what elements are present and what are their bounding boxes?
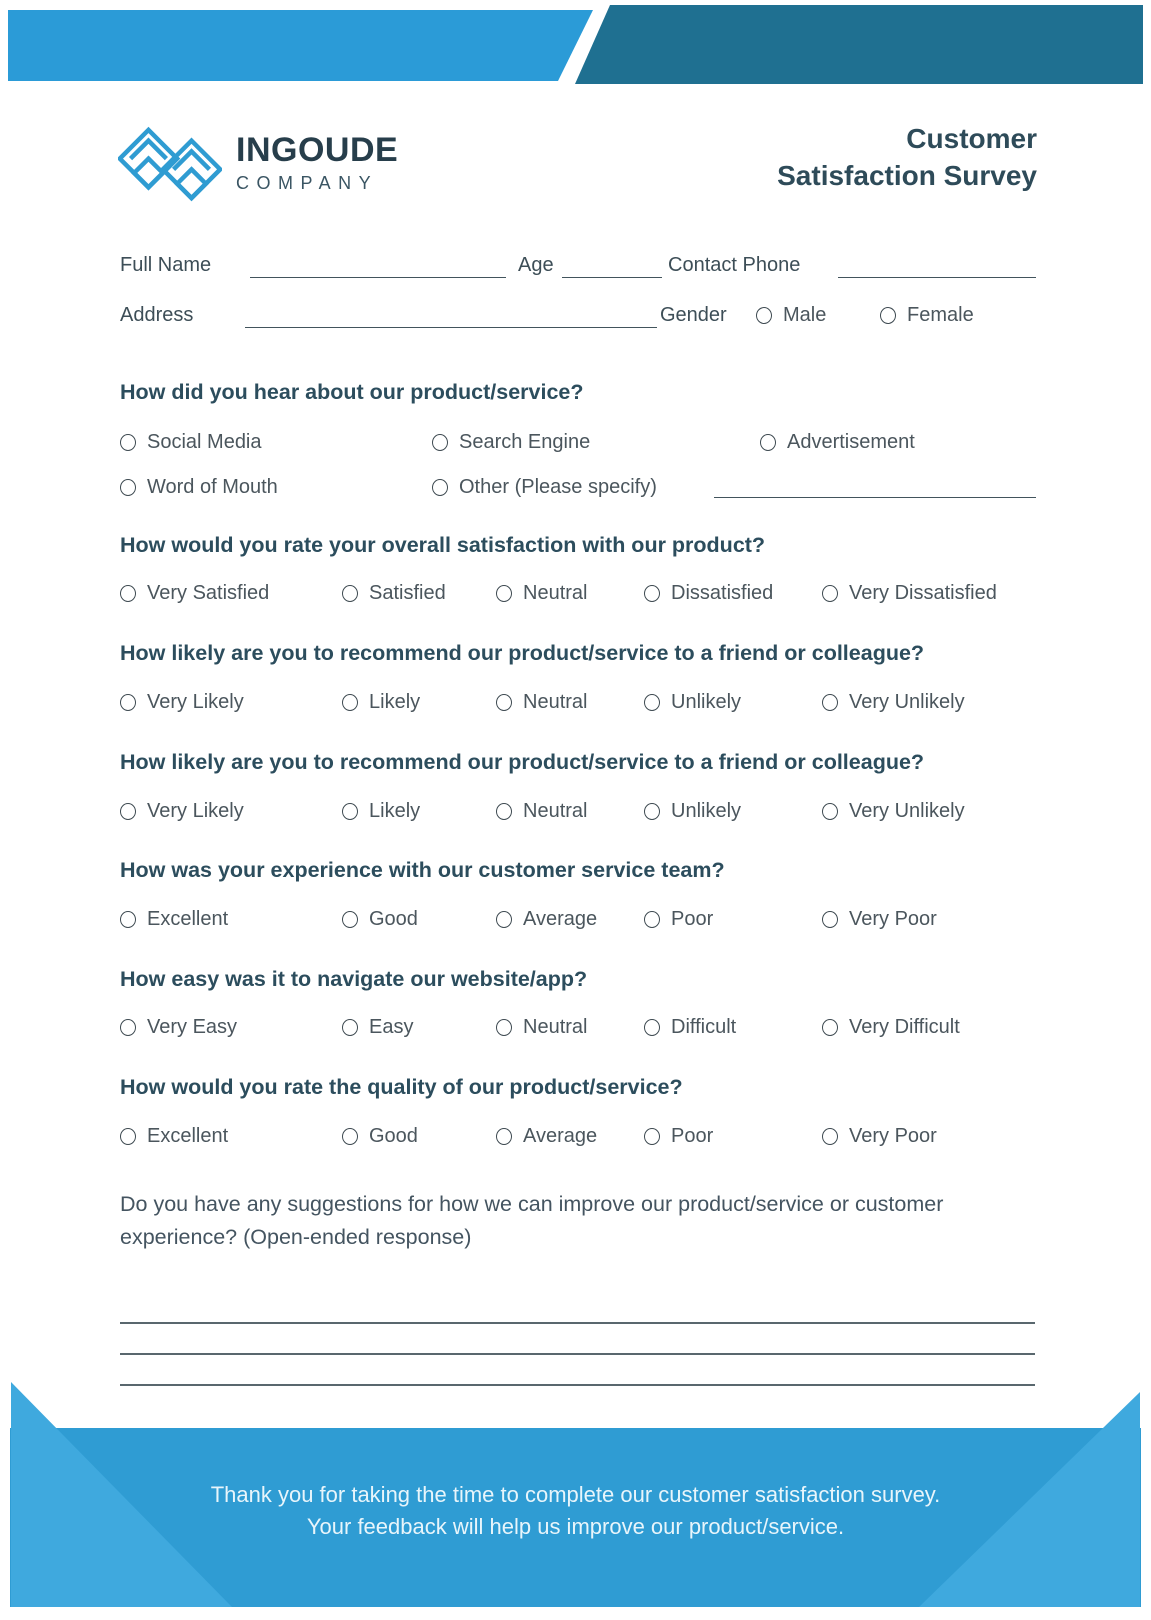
- radio-button[interactable]: [496, 1128, 512, 1145]
- option-label: Advertisement: [787, 431, 915, 453]
- radio-button[interactable]: [496, 911, 512, 928]
- option-unlikely: [644, 797, 741, 825]
- radio-button[interactable]: [644, 911, 660, 928]
- interlocked-diamonds-icon: [118, 124, 222, 204]
- option-very-difficult: [822, 1013, 960, 1041]
- radio-button[interactable]: [496, 585, 512, 602]
- option-very-dissatisfied: [822, 579, 997, 607]
- option-label: Very Unlikely: [849, 800, 965, 822]
- radio-button[interactable]: [644, 1128, 660, 1145]
- question-7-options: [120, 1122, 1050, 1152]
- option-word-of-mouth: [120, 473, 278, 501]
- page-title-line1: Customer: [906, 123, 1037, 154]
- option-label: Poor: [671, 908, 714, 930]
- option-very-satisfied: [120, 579, 269, 607]
- answer-line-1[interactable]: [120, 1300, 1035, 1324]
- male-radio-button[interactable]: [756, 307, 772, 324]
- radio-button[interactable]: [342, 803, 358, 820]
- option-very-unlikely: [822, 688, 965, 716]
- radio-button[interactable]: [496, 1019, 512, 1036]
- question-5-label: How was your experience with our customer service team?: [120, 858, 725, 882]
- question-1-label: How did you hear about our product/service?: [120, 380, 584, 404]
- question-6-label: How easy was it to navigate our website/app?: [120, 967, 588, 991]
- radio-button[interactable]: [342, 1128, 358, 1145]
- question-5-options: [120, 905, 1050, 935]
- option-very-likely: [120, 797, 244, 825]
- option-label: Easy: [369, 1016, 414, 1038]
- radio-button[interactable]: [120, 479, 136, 496]
- option-label: Good: [369, 908, 418, 930]
- open-question-prompt: Do you have any suggestions for how we can improve our product/service or customer experience? (Open-ended response): [120, 1192, 944, 1249]
- option-neutral: [496, 579, 587, 607]
- option-label: Neutral: [523, 1016, 588, 1038]
- option-poor: [644, 905, 713, 933]
- radio-button[interactable]: [822, 1019, 838, 1036]
- question-1-options-row-1: [120, 428, 1050, 458]
- option-label: Other (Please specify): [459, 476, 657, 498]
- option-average: [496, 1122, 597, 1150]
- logo-name: INGOUDE: [236, 131, 399, 169]
- option-label: Neutral: [523, 800, 588, 822]
- question-3-label: How likely are you to recommend our product/service to a friend or colleague?: [120, 641, 925, 665]
- option-likely: [342, 797, 420, 825]
- option-label: Very Likely: [147, 800, 244, 822]
- option-very-poor: [822, 1122, 937, 1150]
- radio-button[interactable]: [342, 694, 358, 711]
- radio-button[interactable]: [120, 1128, 136, 1145]
- option-good: [342, 1122, 418, 1150]
- radio-button[interactable]: [822, 585, 838, 602]
- option-very-unlikely: [822, 797, 965, 825]
- radio-button[interactable]: [822, 803, 838, 820]
- option-label: Average: [523, 1125, 598, 1147]
- female-radio-button[interactable]: [880, 307, 896, 324]
- radio-button[interactable]: [120, 1019, 136, 1036]
- radio-button[interactable]: [496, 694, 512, 711]
- radio-button[interactable]: [342, 1019, 358, 1036]
- option-label: Likely: [369, 691, 421, 713]
- gender-option-male: [756, 301, 826, 329]
- footer-message-line1: Thank you for taking the time to complete our customer satisfaction survey.: [210, 1482, 941, 1507]
- option-other: [432, 473, 657, 501]
- option-average: [496, 905, 597, 933]
- age-label: Age: [518, 254, 554, 276]
- option-label: Very Unlikely: [849, 691, 965, 713]
- radio-button[interactable]: [120, 803, 136, 820]
- option-label: Dissatisfied: [671, 582, 774, 604]
- radio-button[interactable]: [822, 1128, 838, 1145]
- radio-button[interactable]: [644, 585, 660, 602]
- option-difficult: [644, 1013, 736, 1041]
- question-6-options: [120, 1013, 1050, 1043]
- option-good: [342, 905, 418, 933]
- full-name-label: Full Name: [120, 254, 212, 276]
- option-excellent: [120, 905, 228, 933]
- option-label: Very Dissatisfied: [849, 582, 997, 604]
- question-2-options: [120, 579, 1050, 609]
- full-name-input-line[interactable]: [250, 251, 506, 278]
- footer-message: [0, 1479, 1151, 1543]
- option-label: Social Media: [147, 431, 262, 453]
- gender-option-female: [880, 301, 974, 329]
- radio-button[interactable]: [760, 434, 776, 451]
- option-likely: [342, 688, 420, 716]
- address-input-line[interactable]: [245, 301, 657, 328]
- contact-phone-input-line[interactable]: [838, 251, 1036, 278]
- radio-button[interactable]: [120, 585, 136, 602]
- radio-button[interactable]: [120, 694, 136, 711]
- option-poor: [644, 1122, 713, 1150]
- contact-phone-label: Contact Phone: [668, 254, 801, 276]
- radio-button[interactable]: [120, 911, 136, 928]
- option-very-easy: [120, 1013, 237, 1041]
- radio-button[interactable]: [822, 694, 838, 711]
- option-label: Very Satisfied: [147, 582, 270, 604]
- option-label: Neutral: [523, 691, 588, 713]
- footer-message-line2: Your feedback will help us improve our product/service.: [306, 1514, 845, 1539]
- female-label: Female: [907, 304, 974, 326]
- question-3-options: [120, 688, 1050, 718]
- option-label: Average: [523, 908, 598, 930]
- question-4-label: How likely are you to recommend our product/service to a friend or colleague?: [120, 750, 925, 774]
- question-4-options: [120, 797, 1050, 827]
- option-label: Excellent: [147, 1125, 229, 1147]
- option-unlikely: [644, 688, 741, 716]
- logo-subtitle: COMPANY: [236, 173, 379, 193]
- option-label: Search Engine: [459, 431, 591, 453]
- radio-button[interactable]: [432, 434, 448, 451]
- radio-button[interactable]: [496, 803, 512, 820]
- option-easy: [342, 1013, 413, 1041]
- radio-button[interactable]: [644, 803, 660, 820]
- option-label: Difficult: [671, 1016, 737, 1038]
- male-label: Male: [783, 304, 827, 326]
- option-label: Very Difficult: [849, 1016, 960, 1038]
- fields-row-1: [120, 251, 1037, 281]
- address-label: Address: [120, 304, 194, 326]
- question-1-options-row-2: [120, 473, 1050, 503]
- radio-button[interactable]: [644, 694, 660, 711]
- option-label: Unlikely: [671, 800, 742, 822]
- radio-button[interactable]: [342, 585, 358, 602]
- option-label: Likely: [369, 800, 421, 822]
- option-label: Neutral: [523, 582, 588, 604]
- radio-button[interactable]: [342, 911, 358, 928]
- option-label: Very Poor: [849, 1125, 937, 1147]
- age-input-line[interactable]: [562, 251, 662, 278]
- radio-button[interactable]: [432, 479, 448, 496]
- page-title: [777, 120, 1037, 194]
- option-label: Poor: [671, 1125, 714, 1147]
- option-very-likely: [120, 688, 244, 716]
- option-label: Very Poor: [849, 908, 937, 930]
- other-specify-input-line[interactable]: [714, 473, 1036, 498]
- option-neutral: [496, 797, 587, 825]
- option-label: Very Likely: [147, 691, 244, 713]
- option-label: Very Easy: [147, 1016, 238, 1038]
- radio-button[interactable]: [822, 911, 838, 928]
- option-excellent: [120, 1122, 228, 1150]
- option-label: Satisfied: [369, 582, 446, 604]
- option-neutral: [496, 1013, 587, 1041]
- fields-row-2: [120, 301, 1037, 331]
- answer-line-2[interactable]: [120, 1331, 1035, 1355]
- option-label: Unlikely: [671, 691, 742, 713]
- radio-button[interactable]: [120, 434, 136, 451]
- option-satisfied: [342, 579, 446, 607]
- option-label: Good: [369, 1125, 418, 1147]
- option-dissatisfied: [644, 579, 773, 607]
- option-label: Word of Mouth: [147, 476, 278, 498]
- company-logo: [118, 124, 398, 204]
- option-advertisement: [760, 428, 915, 456]
- question-7-label: How would you rate the quality of our product/service?: [120, 1075, 683, 1099]
- option-social-media: [120, 428, 262, 456]
- option-search-engine: [432, 428, 590, 456]
- option-label: Excellent: [147, 908, 229, 930]
- gender-label: Gender: [660, 304, 727, 326]
- page-title-line2: Satisfaction Survey: [777, 160, 1037, 191]
- question-2-label: How would you rate your overall satisfaction with our product?: [120, 533, 766, 557]
- option-neutral: [496, 688, 587, 716]
- radio-button[interactable]: [644, 1019, 660, 1036]
- option-very-poor: [822, 905, 937, 933]
